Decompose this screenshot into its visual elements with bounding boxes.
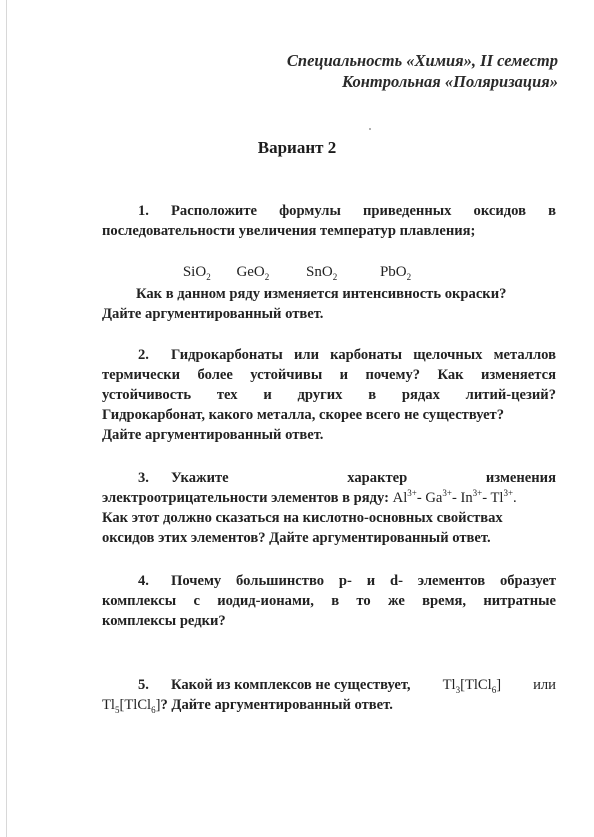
- formula-sio2: SiO$_2$: [182, 264, 211, 282]
- question-2-number: 2.: [138, 347, 149, 363]
- question-1-number: 1.: [138, 203, 149, 219]
- question-5-line-2: [102, 695, 556, 715]
- question-3-text-4: оксидов этих элементов? Дайте аргументированный ответ.: [102, 530, 491, 546]
- ion-ga: $Ga^{3+}$: [425, 488, 452, 506]
- question-5-number: 5.: [138, 677, 149, 693]
- question-1: [102, 201, 556, 241]
- question-2-text-1: Гидрокарбонаты или карбонаты щелочных металлов: [171, 347, 556, 363]
- header-test-title: Контрольная «Поляризация»: [341, 72, 558, 91]
- question-5: [102, 675, 556, 715]
- formula-sno2: SnO$_2$: [306, 264, 338, 282]
- scan-edge-line: [6, 0, 7, 837]
- question-3-number: 3.: [138, 470, 149, 486]
- formula-geo2: GeO$_2$: [236, 264, 270, 282]
- question-2-text-4: Гидрокарбонат, какого металла, скорее всего не существует?: [102, 407, 505, 423]
- ion-tl: $Tl^{3+}$: [490, 488, 514, 506]
- question-4-text-2: комплексы с иодид-ионами, в то же время, нитратные: [102, 593, 556, 609]
- question-4: [102, 571, 556, 631]
- question-1-line-1: [102, 201, 556, 221]
- header-specialty: Специальность «Химия», II семестр: [286, 51, 558, 70]
- question-2-text-2: термически более устойчивы и почему? Как изменяется: [102, 367, 556, 383]
- question-5-or: или: [533, 677, 556, 693]
- question-3-word-3: изменения: [485, 470, 556, 486]
- variant-title: Вариант 2: [257, 138, 337, 157]
- question-4-text-1: Почему большинство p- и d- элементов образует: [171, 573, 556, 589]
- formula-pbo2: PbO$_2$: [379, 264, 412, 282]
- question-3-line-2: [102, 488, 556, 508]
- question-4-text-3: комплексы редки?: [102, 613, 226, 629]
- question-2: [102, 345, 556, 445]
- question-3-text-3: Как этот должно сказаться на кислотно-основных свойствах: [102, 510, 503, 526]
- question-3: [102, 468, 556, 548]
- question-1-continued: [102, 284, 556, 324]
- question-5-text-1: Какой из комплексов не существует,: [171, 677, 411, 693]
- question-3-word-1: Укажите: [171, 470, 229, 486]
- question-2-text-3: устойчивость тех и других в рядах литий-цезий?: [102, 387, 556, 403]
- ion-al: $Al^{3+}$: [392, 488, 417, 506]
- question-3-text-2: электроотрицательности элементов в ряду:: [102, 490, 390, 506]
- complex-1: $Tl_3[TlCl_6]$: [442, 677, 502, 695]
- ion-series: $Al^{3+}-$ $Ga^{3+}-$ $In^{3+}-$ $Tl^{3+}$.: [392, 488, 517, 506]
- scan-speck: [369, 128, 371, 130]
- page-header: [287, 50, 558, 92]
- question-1-text-2: последовательности увеличения температур плавления;: [102, 223, 476, 239]
- question-5-text-2: ? Дайте аргументированный ответ.: [160, 697, 393, 713]
- question-1-text-3: Как в данном ряду изменяется интенсивность окраски?: [136, 286, 507, 302]
- ion-in: $In^{3+}$: [460, 488, 483, 506]
- question-1-text-1: Расположите формулы приведенных оксидов в: [171, 203, 556, 219]
- complex-2: $Tl_5[TlCl_6]$: [102, 697, 161, 715]
- question-3-word-2: характер: [347, 470, 408, 486]
- question-1-text-4: Дайте аргументированный ответ.: [102, 306, 324, 322]
- oxide-formulas: [0, 262, 594, 282]
- question-4-number: 4.: [138, 573, 149, 589]
- question-2-text-5: Дайте аргументированный ответ.: [102, 427, 324, 443]
